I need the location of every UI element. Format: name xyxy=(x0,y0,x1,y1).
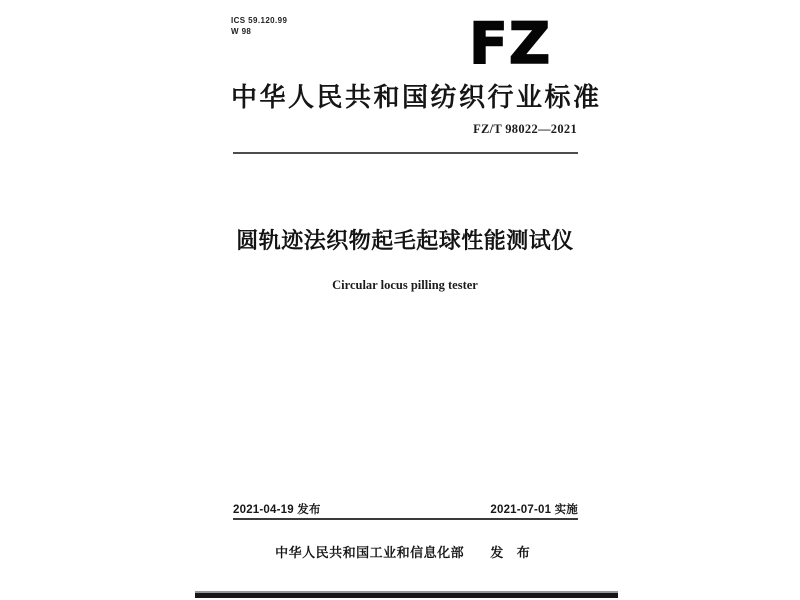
standard-category-title: 中华人民共和国纺织行业标准 xyxy=(231,82,602,112)
publisher-name: 中华人民共和国工业和信息化部 xyxy=(275,545,465,560)
standard-title-en: Circular locus pilling tester xyxy=(332,278,478,292)
footer-divider-line xyxy=(233,518,578,520)
standard-number: FZ/T 98022—2021 xyxy=(473,122,577,136)
standard-title-zh: 圆轨迹法织物起毛起球性能测试仪 xyxy=(236,228,574,253)
ics-classification-block xyxy=(231,15,287,37)
ics-code: ICS 59.120.99 xyxy=(231,16,288,25)
dates-row xyxy=(233,501,578,517)
publisher-row xyxy=(231,542,579,561)
class-code: W 98 xyxy=(231,27,252,36)
implementation-date: 2021-07-01 实施 xyxy=(490,504,578,516)
issued-label: 发 布 xyxy=(490,545,535,560)
issue-date: 2021-04-19 发布 xyxy=(233,504,321,516)
fz-logo: FZ xyxy=(469,11,552,77)
header-divider-line xyxy=(233,152,578,154)
bottom-bar-rule xyxy=(195,591,618,598)
